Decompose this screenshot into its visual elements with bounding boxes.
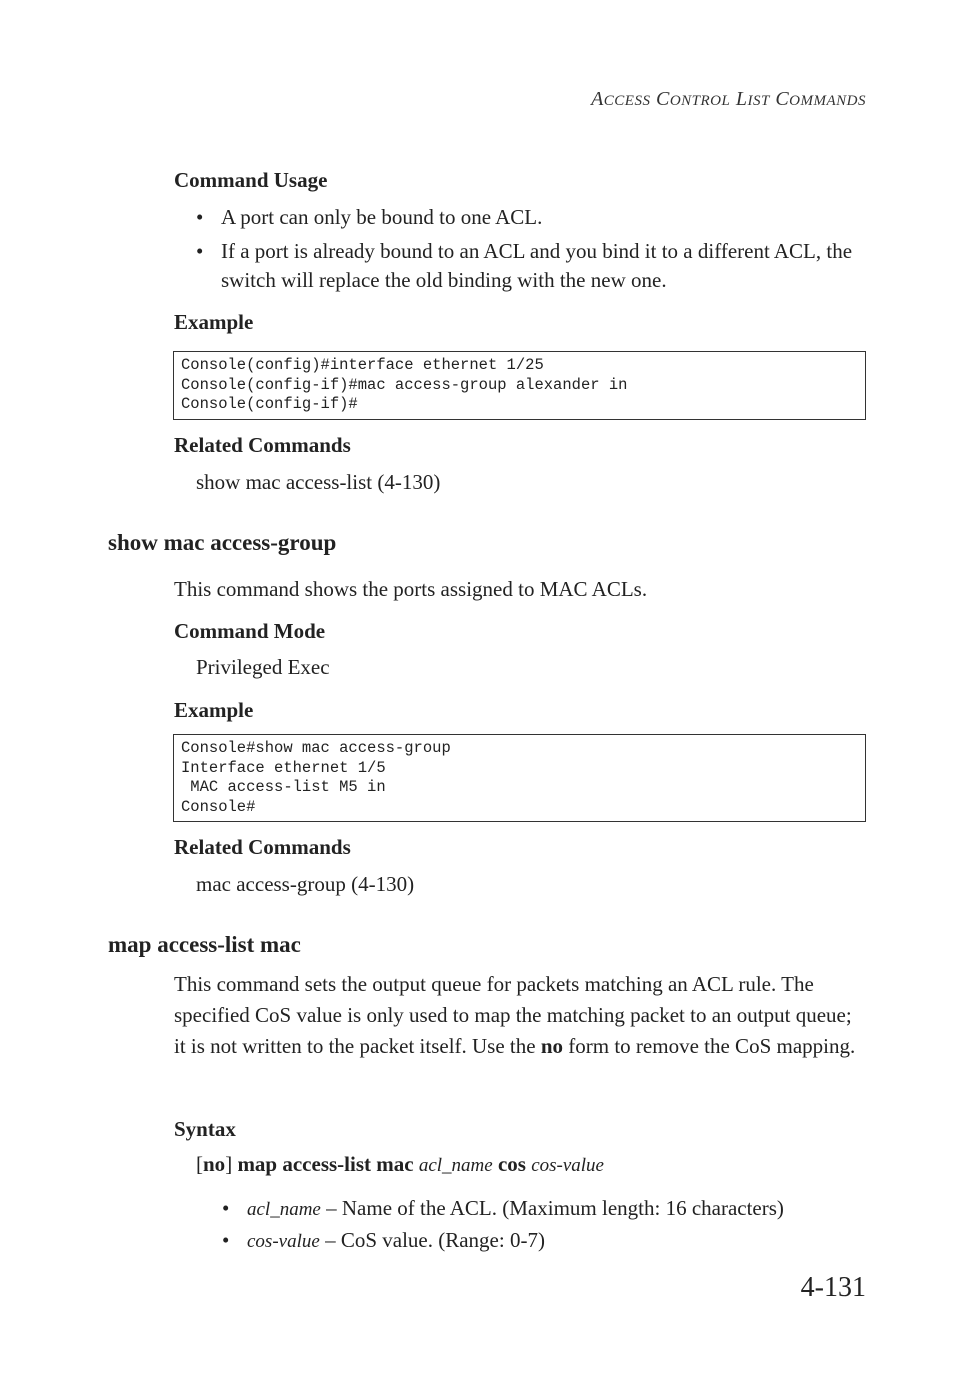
related-command-ref: mac access-group (4-130) [196, 872, 415, 896]
code-line: Console# [181, 797, 256, 816]
header-word-1: ACCESS [591, 88, 651, 110]
example-label: Example [174, 310, 254, 334]
command-mode-value: Privileged Exec [196, 655, 330, 679]
code-line: Console#show mac access-group [181, 739, 451, 757]
code-line: Console(config-if)# [181, 395, 358, 413]
code-line: MAC access-list M5 in [181, 778, 386, 796]
code-line: Console(config-if)#mac access-group alexander in [181, 375, 628, 394]
list-item: • cos-value – CoS value. (Range: 0-7) [196, 1225, 784, 1257]
related-commands-label: Related Commands [174, 433, 351, 457]
syntax-label: Syntax [174, 1117, 236, 1141]
syntax-line: [no] map access-list mac acl_name cos cos-value [196, 1152, 604, 1176]
section-description: This command sets the output queue for packets matching an ACL rule. The specified CoS value is only used to map the matching packet to an output queue; it is not written to the packet itself. Use the no form to remove the CoS mapping. [174, 972, 856, 1058]
section-heading-map-access-list-mac: map access-list mac [108, 932, 301, 957]
command-usage-label: Command Usage [174, 168, 328, 192]
no-keyword: no [540, 1034, 564, 1058]
header-word-3: LIST [735, 88, 770, 110]
code-line: Interface ethernet 1/5 [181, 758, 386, 777]
list-item: • If a port is already bound to an ACL and you bind it to a different ACL, the switch will replace the old binding with the new one. [174, 237, 874, 295]
usage-bullet-list [174, 203, 874, 300]
header-word-2: CONTROL [655, 88, 731, 110]
example-label: Example [174, 698, 254, 722]
list-item: • A port can only be bound to one ACL. [174, 203, 874, 232]
section-description: This command shows the ports assigned to MAC ACLs. [174, 577, 648, 601]
parameter-list [196, 1193, 784, 1257]
related-command-ref: show mac access-list (4-130) [196, 470, 441, 494]
running-header [591, 88, 866, 111]
section-heading-show-mac-access-group: show mac access-group [108, 530, 337, 555]
code-example-2 [173, 734, 866, 822]
command-mode-label: Command Mode [174, 619, 326, 643]
header-word-4: COMMANDS [775, 88, 866, 110]
related-commands-label: Related Commands [174, 835, 351, 859]
code-line: Console(config)#interface ethernet 1/25 [181, 356, 544, 374]
page-number: 4-131 [800, 1272, 866, 1303]
list-item: • acl_name – Name of the ACL. (Maximum length: 16 characters) [196, 1193, 784, 1225]
code-example-1 [173, 351, 866, 420]
